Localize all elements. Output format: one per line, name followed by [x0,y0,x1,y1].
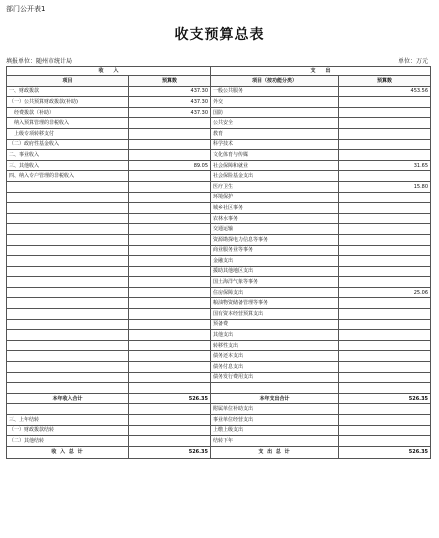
income-amount-cell [129,425,211,436]
expense-item-cell: 文化体育与传媒 [211,150,339,161]
table-row [7,118,431,129]
expense-amount-cell [339,330,431,341]
document-label: 部门公开表1 [6,5,46,13]
income-amount-cell [129,256,211,267]
expense-amount-cell [339,266,431,277]
table-row [7,266,431,277]
expense-item-cell: 社会保障和就业 [211,160,339,171]
table-row [7,97,431,108]
table-row [7,160,431,171]
expense-item-cell: 外交 [211,97,339,108]
expense-item-cell: 粮油物资储备管理等事务 [211,298,339,309]
expense-item-cell: 农林水事务 [211,213,339,224]
expense-amount-cell [339,192,431,203]
income-amount-cell [129,372,211,383]
table-row [7,171,431,182]
table-row [7,128,431,139]
income-item-cell [7,224,129,235]
expense-item-header: 项目（按功能分类） [211,76,339,87]
expense-amount-cell [339,309,431,320]
income-item-cell: 本年收入合计 [7,393,129,404]
income-amount-cell: 526.35 [129,393,211,404]
expense-item-cell: 金融支出 [211,256,339,267]
income-amount-cell: 437.30 [129,86,211,97]
expense-amount-cell [339,224,431,235]
expense-amount-cell [339,234,431,245]
income-amount-cell [129,128,211,139]
income-amount-cell [129,383,211,394]
income-amount-cell [129,224,211,235]
expense-item-cell: 本年支出合计 [211,393,339,404]
table-row [7,351,431,362]
expense-item-cell: 交通运输 [211,224,339,235]
income-amount-cell [129,362,211,373]
expense-amount-cell: 526.35 [339,446,431,458]
expense-item-cell: 预备费 [211,319,339,330]
income-item-cell: 二、事业收入 [7,150,129,161]
income-item-cell: 三、其他收入 [7,160,129,171]
income-item-cell [7,245,129,256]
table-row [7,436,431,447]
income-item-cell [7,372,129,383]
expense-item-cell: 教育 [211,128,339,139]
income-item-cell: 经费拨款（补助） [7,107,129,118]
expense-amount-cell [339,362,431,373]
table-row [7,245,431,256]
income-amount-cell [129,415,211,426]
income-item-cell [7,234,129,245]
table-row [7,287,431,298]
expense-amount-cell [339,351,431,362]
table-row [7,213,431,224]
income-item-cell [7,404,129,415]
expense-item-cell: 转移性支出 [211,340,339,351]
expense-amount-cell: 31.65 [339,160,431,171]
table-row [7,234,431,245]
income-item-cell: 上级专项转移支付 [7,128,129,139]
income-item-cell: 纳入预算管理的非税收入 [7,118,129,129]
expense-amount-cell [339,245,431,256]
income-amount-cell [129,287,211,298]
income-item-cell: （二）其他结转 [7,436,129,447]
expense-amount-cell [339,319,431,330]
expense-group-header: 支 出 [211,67,431,76]
income-item-cell [7,203,129,214]
income-amount-cell [129,330,211,341]
table-row [7,372,431,383]
income-amount-cell [129,351,211,362]
expense-item-cell: 事业单位经营支出 [211,415,339,426]
table-row [7,383,431,394]
income-amount-cell [129,171,211,182]
expense-amount-cell [339,277,431,288]
income-item-cell [7,266,129,277]
income-amount-cell [129,298,211,309]
page-title: 收支预算总表 [174,27,265,43]
income-amount-cell [129,234,211,245]
expense-amount-cell: 15.80 [339,181,431,192]
income-item-cell [7,256,129,267]
expense-amount-cell [339,340,431,351]
expense-item-cell: 上缴上级支出 [211,425,339,436]
expense-item-cell: 科学技术 [211,139,339,150]
table-row [7,404,431,415]
expense-item-cell: 支 出 总 计 [211,446,339,458]
income-item-cell [7,309,129,320]
income-amount-cell: 526.35 [129,446,211,458]
expense-item-cell: 债务发行费用支出 [211,372,339,383]
expense-item-cell: 公共安全 [211,118,339,129]
income-item-cell: 四、纳入专户管理的非税收入 [7,171,129,182]
expense-amount-cell [339,107,431,118]
table-row [7,415,431,426]
expense-item-cell [211,383,339,394]
table-row [7,107,431,118]
table-row [7,309,431,320]
expense-amount-cell [339,97,431,108]
reporting-unit: 填报单位：随州市统计局 [6,58,73,65]
expense-amount-cell [339,171,431,182]
expense-amount-cell [339,203,431,214]
income-amount-cell [129,192,211,203]
income-amount-cell [129,213,211,224]
expense-item-cell: 资源勘探电力信息等事务 [211,234,339,245]
expense-amount-cell [339,118,431,129]
expense-item-cell: 援助其他地区支出 [211,266,339,277]
table-row [7,393,431,404]
income-amount-cell [129,404,211,415]
expense-amount-cell [339,256,431,267]
expense-item-cell: 国有资本经营预算支出 [211,309,339,320]
income-item-cell [7,287,129,298]
expense-amount-cell [339,404,431,415]
expense-amount-cell [339,436,431,447]
table-row [7,86,431,97]
expense-amount-cell [339,150,431,161]
expense-item-cell: 其他支出 [211,330,339,341]
expense-item-cell: 国防 [211,107,339,118]
expense-item-cell: 债务还本支出 [211,351,339,362]
table-row [7,224,431,235]
expense-item-cell: 一般公共服务 [211,86,339,97]
expense-item-cell: 商业服务业等事务 [211,245,339,256]
table-row [7,330,431,341]
income-item-cell: （一）财政拨款结转 [7,425,129,436]
expense-amount-cell [339,213,431,224]
table-row [7,192,431,203]
expense-item-cell: 结转下年 [211,436,339,447]
expense-amount-cell [339,139,431,150]
expense-item-cell: 债务付息支出 [211,362,339,373]
income-amount-cell [129,150,211,161]
income-item-cell: 三、上年结转 [7,415,129,426]
expense-item-cell: 附属单位补助支出 [211,404,339,415]
table-row [7,181,431,192]
table-row [7,340,431,351]
income-amount-header: 预算数 [129,76,211,87]
income-item-cell [7,340,129,351]
income-item-cell [7,351,129,362]
expense-amount-cell [339,383,431,394]
table-row [7,256,431,267]
expense-amount-cell: 526.35 [339,393,431,404]
expense-amount-cell [339,415,431,426]
expense-amount-cell [339,128,431,139]
income-amount-cell [129,309,211,320]
table-group-header [7,67,431,76]
table-row [7,425,431,436]
income-amount-cell [129,277,211,288]
income-item-cell: 一、财政拨款 [7,86,129,97]
expense-amount-cell: 453.56 [339,86,431,97]
expense-amount-cell [339,298,431,309]
income-amount-cell [129,436,211,447]
expense-amount-cell: 25.06 [339,287,431,298]
income-item-cell [7,277,129,288]
expense-amount-header: 预算数 [339,76,431,87]
expense-amount-cell [339,425,431,436]
income-item-cell [7,192,129,203]
income-amount-cell: 89.05 [129,160,211,171]
expense-amount-cell [339,372,431,383]
income-item-cell [7,362,129,373]
income-amount-cell [129,118,211,129]
income-amount-cell [129,319,211,330]
income-item-cell [7,181,129,192]
income-amount-cell: 437.30 [129,97,211,108]
income-group-header: 收 入 [7,67,211,76]
income-item-cell: （一）公共预算财政拨款(补助) [7,97,129,108]
currency-unit: 单位：万元 [397,58,428,65]
expense-item-cell: 国土海洋气象等事务 [211,277,339,288]
table-column-header [7,76,431,87]
expense-item-cell: 环境保护 [211,192,339,203]
table-row [7,277,431,288]
income-amount-cell [129,139,211,150]
table-row [7,203,431,214]
income-item-cell [7,213,129,224]
expense-item-cell: 城乡社区事务 [211,203,339,214]
income-amount-cell [129,181,211,192]
income-amount-cell: 437.30 [129,107,211,118]
income-item-cell: 收 入 总 计 [7,446,129,458]
expense-item-cell: 住房保障支出 [211,287,339,298]
table-row [7,319,431,330]
table-row [7,446,431,458]
income-item-header: 项目 [7,76,129,87]
budget-table [6,66,431,459]
table-row [7,150,431,161]
table-row [7,139,431,150]
income-amount-cell [129,266,211,277]
table-row [7,298,431,309]
income-item-cell [7,319,129,330]
income-item-cell [7,330,129,341]
income-amount-cell [129,203,211,214]
income-amount-cell [129,245,211,256]
expense-item-cell: 社会保险基金支出 [211,171,339,182]
income-amount-cell [129,340,211,351]
income-item-cell: （二）政府性基金收入 [7,139,129,150]
expense-item-cell: 医疗卫生 [211,181,339,192]
income-item-cell [7,383,129,394]
income-item-cell [7,298,129,309]
table-row [7,362,431,373]
